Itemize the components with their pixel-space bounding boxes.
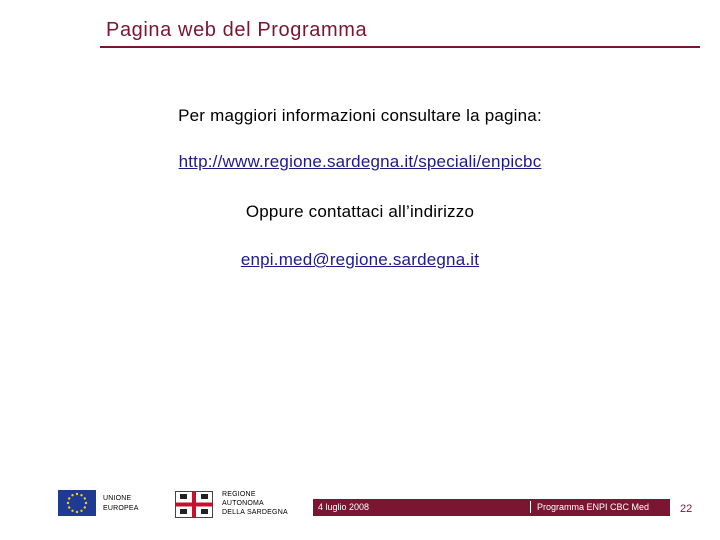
title-divider — [100, 46, 700, 48]
info-text: Per maggiori informazioni consultare la pagina: — [178, 106, 542, 125]
footer-programme: Programma ENPI CBC Med — [537, 502, 650, 512]
link-row — [0, 152, 720, 172]
page-number: 22 — [680, 503, 693, 515]
sardinia-flag-icon — [175, 491, 213, 518]
eu-label-2: EUROPEA — [103, 505, 139, 512]
ras-label-2: AUTONOMA — [222, 500, 264, 507]
email-link[interactable]: enpi.med@regione.sardegna.it — [240, 250, 480, 269]
ras-label-3: DELLA SARDEGNA — [222, 509, 288, 516]
email-row — [0, 250, 720, 270]
ras-label-1: REGIONE — [222, 491, 256, 498]
eu-flag-icon — [58, 490, 96, 516]
footer-separator — [530, 501, 531, 513]
footer-date: 4 luglio 2008 — [318, 502, 370, 512]
page-title: Pagina web del Programma — [106, 19, 368, 41]
eu-label-1: UNIONE — [103, 495, 132, 502]
contact-text: Oppure contattaci all’indirizzo — [245, 202, 475, 221]
website-link[interactable]: http://www.regione.sardegna.it/speciali/enpicbc — [178, 152, 542, 171]
